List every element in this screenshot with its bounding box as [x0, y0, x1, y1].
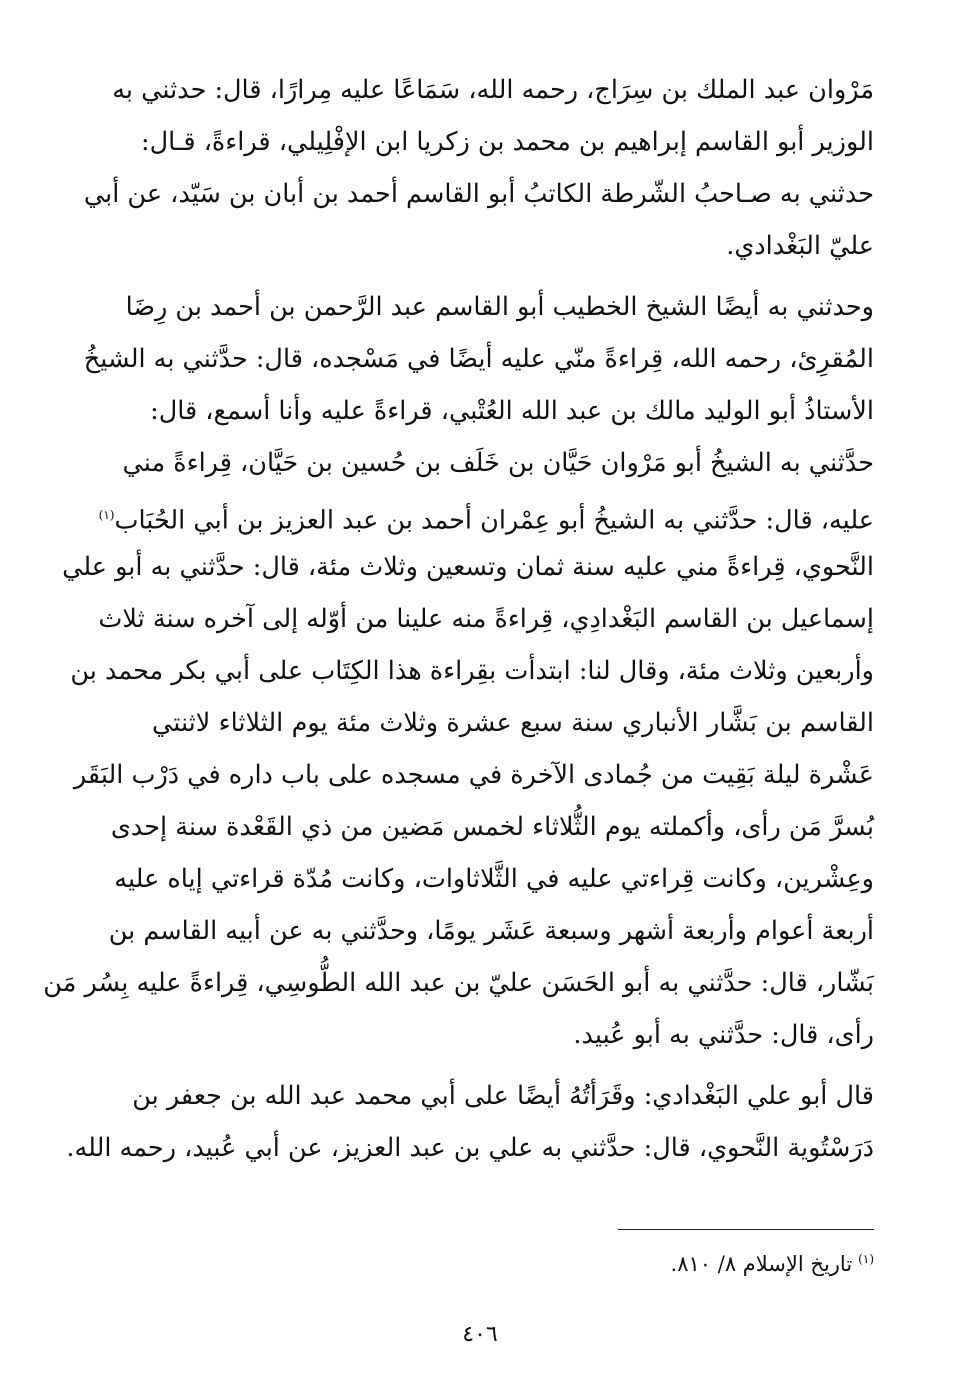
text-line: وأربعين وثلاث مئة، وقال لنا: ابتدأت بقِراءة هذا الكِتَاب على أبي بكر محمد بن	[70, 656, 874, 686]
footnote-marker: (١)	[858, 1252, 874, 1266]
text-line: عَشْرة ليلة بَقِيت من جُمادى الآخرة في مسجده على باب داره في دَرْب البَقَر	[73, 760, 874, 790]
footnote-separator	[618, 1229, 874, 1230]
text-line: وعِشْرين، وكانت قِراءتي عليه في الثَّلاثاوات، وكانت مُدّة قراءتي إياه عليه	[114, 864, 874, 894]
text-line-with-footnote-ref	[98, 489, 874, 541]
text-line: قال أبو علي البَغْدادي: وقَرَأتُهُ أيضًا على أبي محمد عبد الله بن جعفر بن	[132, 1081, 874, 1111]
text-line: بَشّار، قال: حدَّثني به أبو الحَسَن عليّ بن عبد الله الطُّوسِي، قِراءةً عليه بِسُر مَن	[43, 968, 874, 998]
text-line: حدثني به صـاحبُ الشّرطة الكاتبُ أبو القاسم أحمد بن أبان بن سَيّد، عن أبي	[83, 179, 874, 209]
page-number: ٤٠٦	[462, 1322, 498, 1347]
text-line: أربعة أعوام وأربعة أشهر وسبعة عَشَر يومًا، وحدَّثني به عن أبيه القاسم بن	[108, 916, 874, 946]
text-line: القاسم بن بَشَّار الأنباري سنة سبع عشرة وثلاث مئة يوم الثلاثاء لاثنتي	[152, 708, 874, 738]
text-line: وحدثني به أيضًا الشيخ الخطيب أبو القاسم عبد الرَّحمن بن أحمد بن رِضَا	[125, 292, 874, 322]
text-line: بُسرَّ مَن رأى، وأكملته يوم الثُّلاثاء لخمس مَضين من ذي القَعْدة سنة إحدى	[110, 812, 874, 842]
text-line-content: عليه، قال: حدَّثني به الشيخُ أبو عِمْران أحمد بن عبد العزيز بن أبي الحُبَاب	[114, 505, 874, 536]
text-line: حدَّثني به الشيخُ أبو مَرْوان حَيَّان بن خَلَف بن حُسين بن حَيَّان، قِراءةً مني	[122, 448, 874, 478]
main-text	[43, 64, 874, 1183]
text-line: الوزير أبو القاسم إبراهيم بن محمد بن زكريا ابن الإفْلِيلي، قراءةً، قـال:	[141, 127, 874, 157]
footnote-reference: (١)	[98, 508, 115, 522]
text-line: دَرَسْتُوية النَّحوي، قال: حدَّثني به علي بن عبد العزيز، عن أبي عُبيد، رحمه الله.	[66, 1133, 874, 1163]
paragraph-1	[83, 64, 874, 272]
text-line: رأى، قال: حدَّثني به أبو عُبيد.	[573, 1020, 874, 1050]
text-line: المُقرِئ، رحمه الله، قِراءةً منّي عليه أيضًا في مَسْجده، قال: حدَّثني به الشيخُ	[83, 344, 874, 374]
footnote	[671, 1244, 874, 1279]
paragraph-3	[66, 1070, 874, 1174]
paragraph-2	[43, 281, 874, 1061]
text-line: مَرْوان عبد الملك بن سِرَاج، رحمه الله، سَمَاعًا عليه مِرارًا، قال: حدثني به	[112, 75, 874, 105]
text-line: عليّ البَغْدادي.	[726, 231, 874, 261]
footnote-text: تاريخ الإسلام ٨/ ٨١٠.	[670, 1252, 853, 1276]
text-line: إسماعيل بن القاسم البَغْدادِي، قِراءةً منه علينا من أوّله إلى آخره سنة ثلاث	[98, 604, 874, 634]
text-line: الأستاذُ أبو الوليد مالك بن عبد الله العُتْبي، قراءةً عليه وأنا أسمع، قال:	[150, 396, 874, 426]
text-line: النَّحوي، قِراءةً مني عليه سنة ثمان وتسعين وثلاث مئة، قال: حدَّثني به أبو علي	[62, 552, 874, 582]
